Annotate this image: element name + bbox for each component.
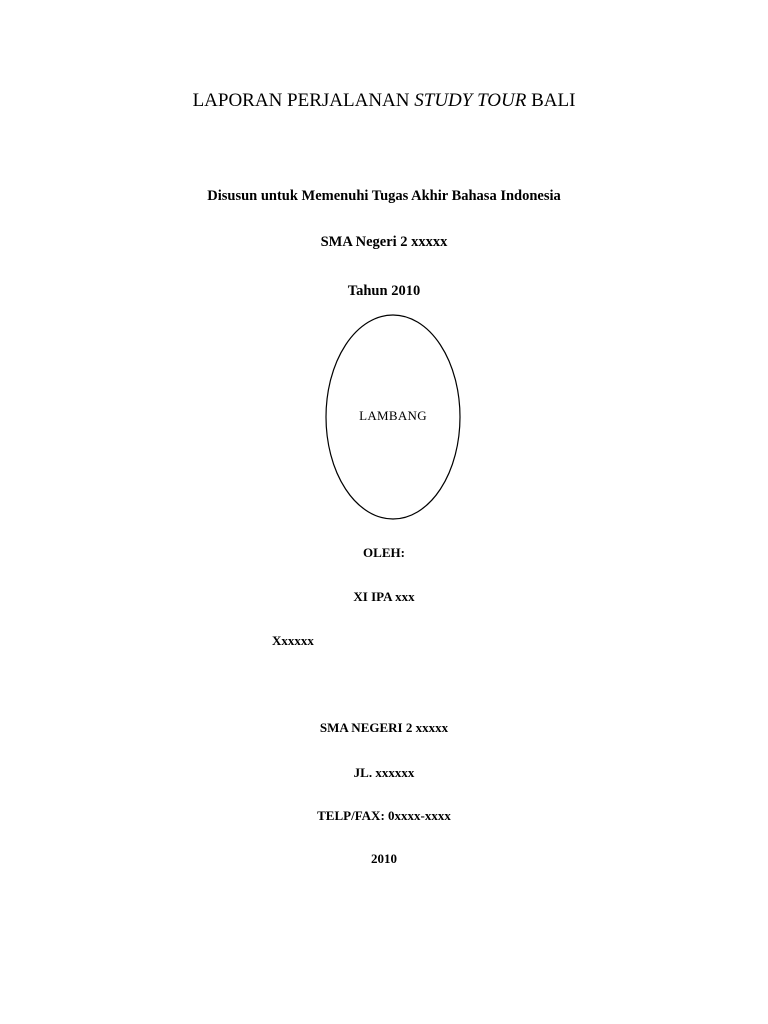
school-name: SMA Negeri 2 xxxxx: [320, 234, 448, 250]
title-italic-text: STUDY TOUR: [414, 90, 527, 111]
school-address: JL. xxxxxx: [353, 765, 415, 780]
school-name-caps: SMA NEGERI 2 xxxxx: [319, 720, 449, 735]
subtitle: Disusun untuk Memenuhi Tugas Akhir Bahasa Indonesia: [207, 188, 561, 204]
footer-year: 2010: [371, 851, 397, 866]
logo-placeholder: [320, 310, 466, 524]
year-line: Tahun 2010: [347, 283, 421, 299]
author-name: Xxxxxx: [272, 633, 314, 648]
by-label: OLEH:: [363, 545, 405, 560]
logo-label: LAMBANG: [359, 408, 427, 423]
school-phone: TELP/FAX: 0xxxx-xxxx: [317, 808, 451, 823]
title-text: LAPORAN PERJALANAN: [192, 90, 415, 111]
class-name: XI IPA xxx: [353, 589, 415, 604]
page-title: [0, 91, 768, 110]
title-text-end: BALI: [526, 90, 576, 111]
